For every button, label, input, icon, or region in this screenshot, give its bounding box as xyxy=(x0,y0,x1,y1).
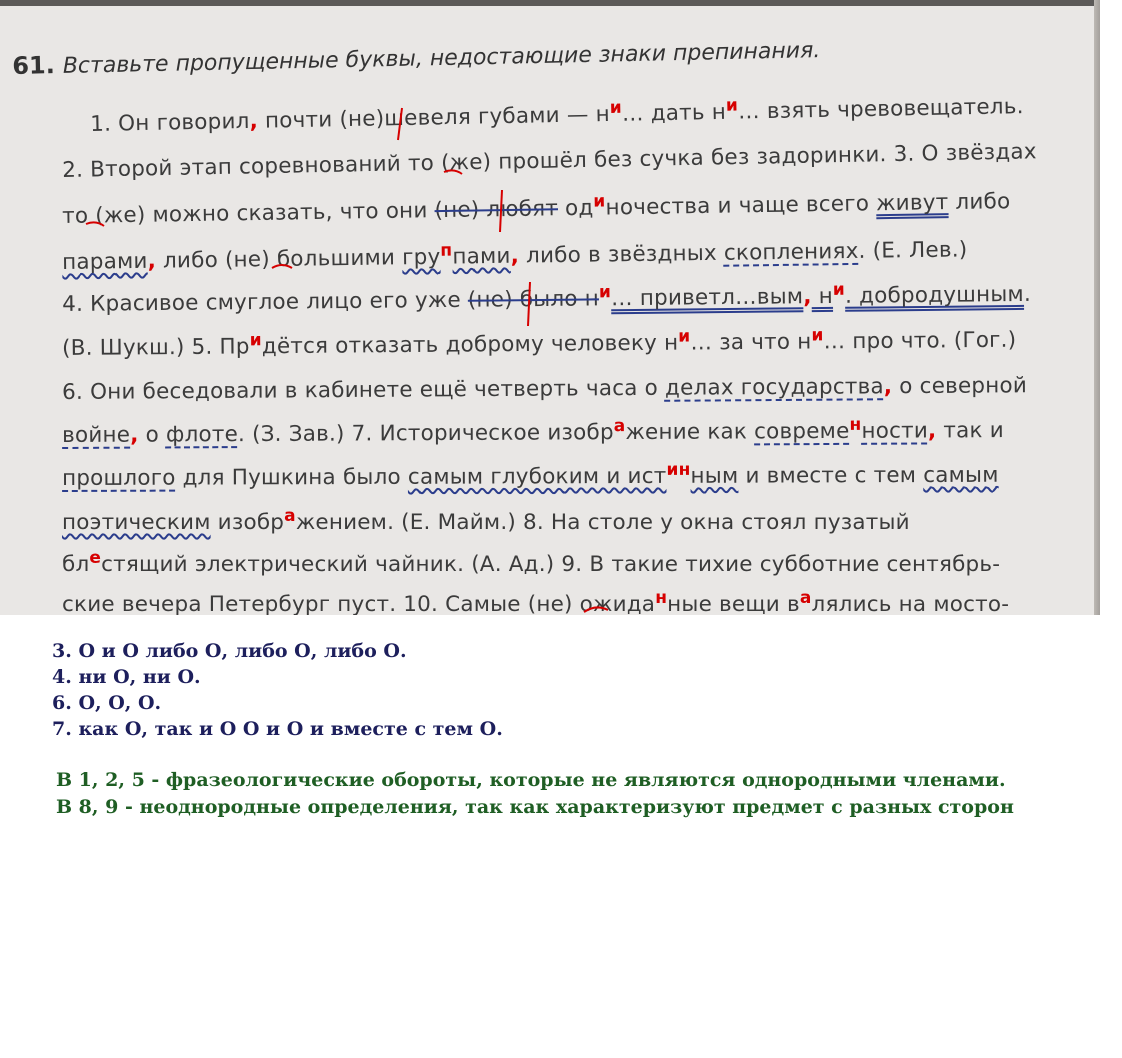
separator-stroke xyxy=(398,108,402,140)
inserted-letter: и xyxy=(811,325,824,346)
inserted-letter: и xyxy=(609,97,623,119)
underlined-word: флоте xyxy=(165,422,239,448)
underlined-word: самым xyxy=(923,462,999,488)
underlined-word: войне xyxy=(62,422,131,448)
line-text: (В. Шукш.) 5. Пр xyxy=(62,334,250,361)
line-text: о северной xyxy=(892,373,1028,400)
underlined-word: совреме xyxy=(754,418,850,445)
arc-mark xyxy=(584,607,608,612)
line-text: … за что н xyxy=(690,329,812,356)
inserted-letter: и xyxy=(593,191,606,212)
line-text: стящий электрический чайник. (А. Ад.) 9. В такие тихие субботние сентябрь- xyxy=(101,552,1001,577)
line-text: … взять чревовещатель. xyxy=(737,94,1024,125)
line-text: 6. Они беседовали в кабинете ещё четверть часа о xyxy=(62,375,666,405)
inserted-letter: п xyxy=(440,240,453,261)
line-text: либо xyxy=(948,189,1011,216)
line-text: . (Е. Лев.) xyxy=(858,237,968,264)
separator-stroke xyxy=(528,282,530,326)
answer-line: 6. О, О, О. xyxy=(52,692,162,714)
inserted-letter: а xyxy=(613,416,626,437)
underlined-word: поэтическим xyxy=(62,510,211,535)
underlined-word: ным xyxy=(690,463,739,489)
inserted-letter: и xyxy=(725,95,739,116)
line-text: и вместе с тем xyxy=(738,462,924,489)
line-text: бл xyxy=(62,552,90,577)
line-text: 4. Красивое смуглое лицо его уже xyxy=(62,287,468,317)
separator-stroke xyxy=(500,190,502,232)
arc-mark xyxy=(86,222,104,226)
arc-mark xyxy=(272,265,292,268)
line-text: дётся отказать доброму человеку н xyxy=(261,330,679,360)
underlined-word: пами xyxy=(452,243,511,270)
underlined-predicate: . добродушным xyxy=(844,281,1025,309)
line-text: так и xyxy=(936,418,1004,444)
line-text: изобр xyxy=(210,510,285,535)
answer-schemes xyxy=(52,638,503,742)
inserted-letter: и xyxy=(832,279,846,300)
underlined-predicate: н xyxy=(811,283,834,310)
line-text: жением. (Е. Майм.) 8. На столе у окна стоял пузатый xyxy=(295,510,910,535)
correction-mark: , xyxy=(249,108,259,134)
answer-line: 4. ни О, ни О. xyxy=(52,666,201,688)
correction-mark: , xyxy=(510,243,520,269)
underlined-word: гру xyxy=(401,244,441,271)
inserted-letter: и xyxy=(249,330,262,351)
inserted-letter: е xyxy=(89,548,102,568)
line-text: то (же) можно сказать, что они xyxy=(62,198,435,229)
line-text: почти (не)шевеля губами — н xyxy=(257,102,611,134)
note-line: В 1, 2, 5 - фразеологические обороты, которые не являются однородными членами. xyxy=(56,769,1006,791)
underlined-word: прошлого xyxy=(62,465,176,491)
correction-mark: , xyxy=(883,374,893,400)
line-text: жение как xyxy=(625,419,755,446)
line-text: ные вещи в xyxy=(667,592,800,615)
inserted-letter: и xyxy=(598,282,612,303)
line-text: ские вечера Петербург пуст. 10. Самые (не) ожида xyxy=(62,592,656,615)
correction-mark: , xyxy=(927,418,937,444)
correction-mark: , xyxy=(803,284,812,310)
line-text: . (З. Зав.) 7. Историческое изобр xyxy=(237,420,614,448)
line-text: од xyxy=(557,195,594,222)
line-text: для Пушкина было xyxy=(175,464,408,491)
explanation-notes xyxy=(56,767,1014,821)
line-text: … про что. (Гог.) xyxy=(823,327,1017,355)
answer-line: 3. О и О либо О, либо О, либо О. xyxy=(52,640,407,662)
underlined-word: парами xyxy=(62,248,148,275)
arc-mark xyxy=(444,170,462,174)
inserted-letter: а xyxy=(284,506,296,526)
line-text: либо (не) большими xyxy=(155,245,403,274)
line-text: о xyxy=(138,422,167,448)
underlined-word: скоплениях xyxy=(723,238,859,266)
note-line: В 8, 9 - неоднородные определения, так как характеризуют предмет с разных сторон xyxy=(56,796,1014,818)
task-number: 61. xyxy=(12,51,56,80)
underlined-predicate: … приветл…вым xyxy=(610,284,804,312)
correction-mark: , xyxy=(130,422,139,448)
underlined-predicate: живут xyxy=(875,190,949,217)
underlined-word: самым глубоким и ист xyxy=(407,463,667,490)
line-text: либо в звёздных xyxy=(518,240,725,269)
underlined-word: делах государства xyxy=(664,374,884,401)
inserted-letter: а xyxy=(799,588,812,608)
answer-line: 7. как О, так и О О и О и вместе с тем О. xyxy=(52,718,503,740)
inserted-letter: ин xyxy=(666,459,691,480)
line-text: … дать н xyxy=(621,99,727,127)
inserted-letter: и xyxy=(678,326,691,347)
line-text: . xyxy=(1023,281,1032,307)
inserted-letter: н xyxy=(655,588,668,608)
line-text: 2. Второй этап соревнований то (же) прошёл без сучка без задоринки. 3. О звёздах xyxy=(62,139,1037,183)
struck-text: (не) любят xyxy=(434,196,559,224)
inserted-letter: н xyxy=(849,414,862,435)
underlined-word: ности xyxy=(861,418,929,444)
task-instruction: Вставьте пропущенные буквы, недостающие знаки препинания. xyxy=(62,38,821,79)
struck-text: (не) было н xyxy=(467,286,600,313)
line-text: ночества и чаще всего xyxy=(605,191,877,221)
line-text: лялись на мосто- xyxy=(811,592,1010,615)
line-text: 1. Он говорил xyxy=(90,108,250,137)
correction-mark: , xyxy=(147,248,157,274)
